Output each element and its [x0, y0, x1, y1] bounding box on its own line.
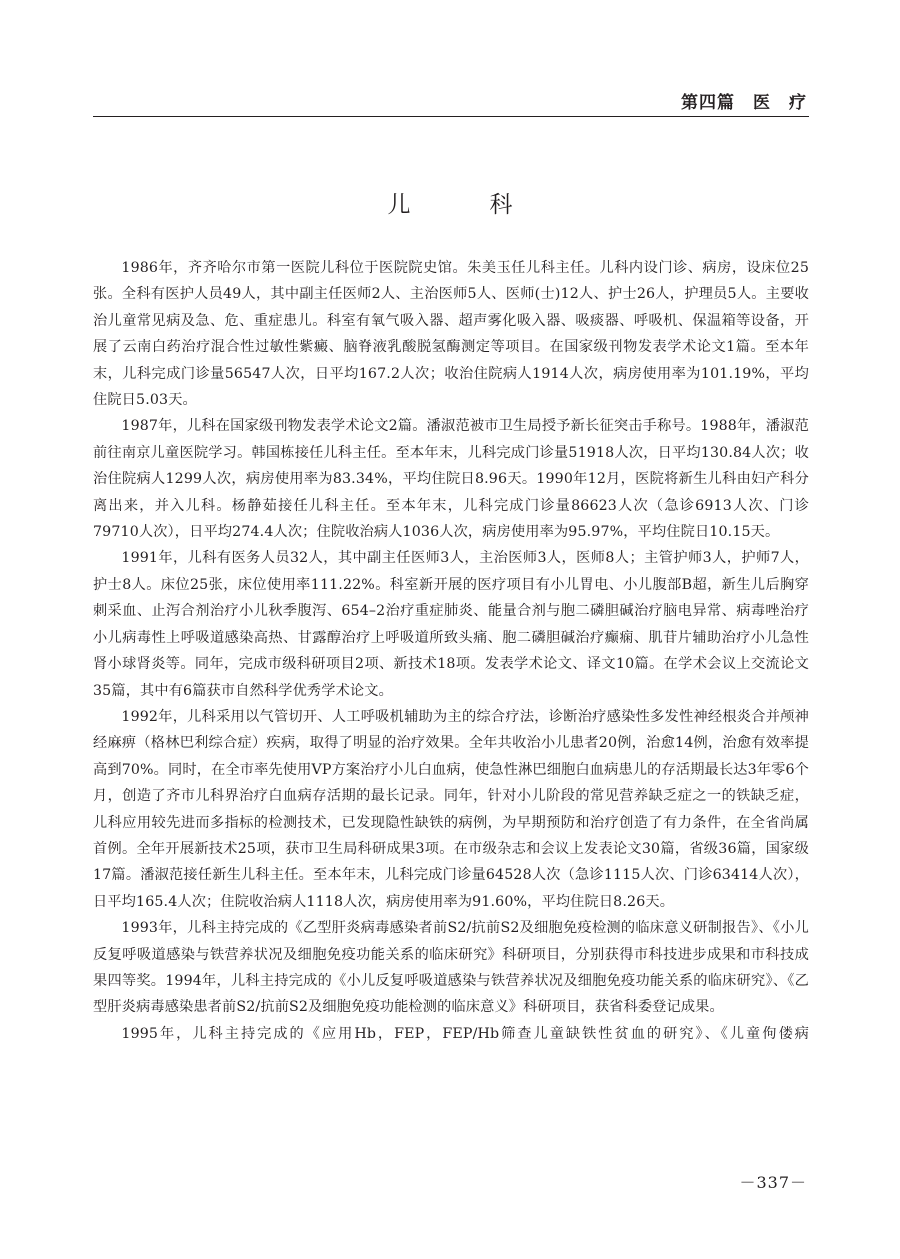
page-title: 儿 科: [387, 192, 541, 218]
running-head: [681, 88, 807, 113]
paragraph-1995: 1995年，儿科主持完成的《应用Hb，FEP，FEP/Hb筛查儿童缺铁性贫血的研究》、《儿童佝偻病: [121, 1025, 809, 1042]
body-text: [93, 255, 809, 1047]
paragraph-1986: 1986年，齐齐哈尔市第一医院儿科位于医院院史馆。朱美玉任儿科主任。儿科内设门诊、病房，设床位25张。全科有医护人员49人，其中副主任医师2人、主治医师5人、医师(士)12人、护士26人，护理员5人。主要收治儿童常见病及急、危、重症患儿。科室有氧气吸入器、超声雾化吸入器、吸痰器、呼吸机、保温箱等设备，开展了云南白药治疗混合性过敏性紫癜、脑脊液乳酸脱氢酶测定等项目。在国家级刊物发表学术论文1篇。至本年末，儿科完成门诊量56547人次，日平均167.2人次；收治住院病人1914人次，病房使用率为101.19%，平均住院日5.03天。: [93, 260, 809, 409]
header-rule: [93, 116, 809, 117]
page-number: －337－: [739, 1173, 807, 1192]
paragraph-1992: 1992年，儿科采用以气管切开、人工呼吸机辅助为主的综合疗法，诊断治疗感染性多发性神经根炎合并颅神经麻痹（格林巴利综合症）疾病，取得了明显的治疗效果。全年共收治小儿患者20例，治愈14例，治愈有效率提高到70%。同时，在全市率先使用VP方案治疗小儿白血病，使急性淋巴细胞白血病患儿的存活期最长达3年零6个月，创造了齐市儿科界治疗白血病存活期的最长记录。同年，针对小儿阶段的常见营养缺乏症之一的铁缺乏症，儿科应用较先进而多指标的检测技术，已发现隐性缺铁的病例，为早期预防和治疗创造了有力条件，在全省尚属首例。全年开展新技术25项，获市卫生局科研成果3项。在市级杂志和会议上发表论文30篇，省级36篇，国家级17篇。潘淑范接任新生儿科主任。至本年末，儿科完成门诊量64528人次（急诊1115人次、门诊63414人次），日平均165.4人次；住院收治病人1118人次，病房使用率为91.60%，平均住院日8.26天。: [93, 708, 809, 910]
paragraph-1993: 1993年，儿科主持完成的《乙型肝炎病毒感染者前S2/抗前S2及细胞免疫检测的临床意义研制报告》、《小儿反复呼吸道感染与铁营养状况及细胞免疫功能关系的临床研究》科研项目，分别获得市科技进步成果和市科技成果四等奖。1994年，儿科主持完成的《小儿反复呼吸道感染与铁营养状况及细胞免疫功能关系的临床研究》、《乙型肝炎病毒感染患者前S2/抗前S2及细胞免疫功能检测的临床意义》科研项目，获省科委登记成果。: [93, 920, 809, 1016]
part-label: 第四篇: [681, 93, 735, 113]
paragraph-1991: 1991年，儿科有医务人员32人，其中副主任医师3人，主治医师3人，医师8人；主管护师3人，护师7人，护士8人。床位25张，床位使用率111.22%。科室新开展的医疗项目有小儿胃电、小儿腹部B超，新生儿后胸穿刺采血、止泻合剂治疗小儿秋季腹泻、654–2治疗重症肺炎、能量合剂与胞二磷胆碱治疗脑电异常、病毒唑治疗小儿病毒性上呼吸道感染高热、甘露醇治疗上呼吸道所致头痛、胞二磷胆碱治疗癫痫、肌苷片辅助治疗小儿急性肾小球肾炎等。同年，完成市级科研项目2项、新技术18项。发表学术论文、译文10篇。在学术会议上交流论文35篇，其中有6篇获市自然科学优秀学术论文。: [93, 550, 809, 699]
section-label: 医 疗: [753, 93, 807, 113]
paragraph-1987: 1987年，儿科在国家级刊物发表学术论文2篇。潘淑范被市卫生局授予新长征突击手称号。1988年，潘淑范前往南京儿童医院学习。韩国栋接任儿科主任。至本年末，儿科完成门诊量51918人次，日平均130.84人次；收治住院病人1299人次，病房使用率为83.34%，平均住院日8.96天。1990年12月，医院将新生儿科由妇产科分离出来，并入儿科。杨静茹接任儿科主任。至本年末，儿科完成门诊量86623人次（急诊6913人次、门诊79710人次），日平均274.4人次；住院收治病人1036人次，病房使用率为95.97%，平均住院日10.15天。: [93, 418, 809, 541]
